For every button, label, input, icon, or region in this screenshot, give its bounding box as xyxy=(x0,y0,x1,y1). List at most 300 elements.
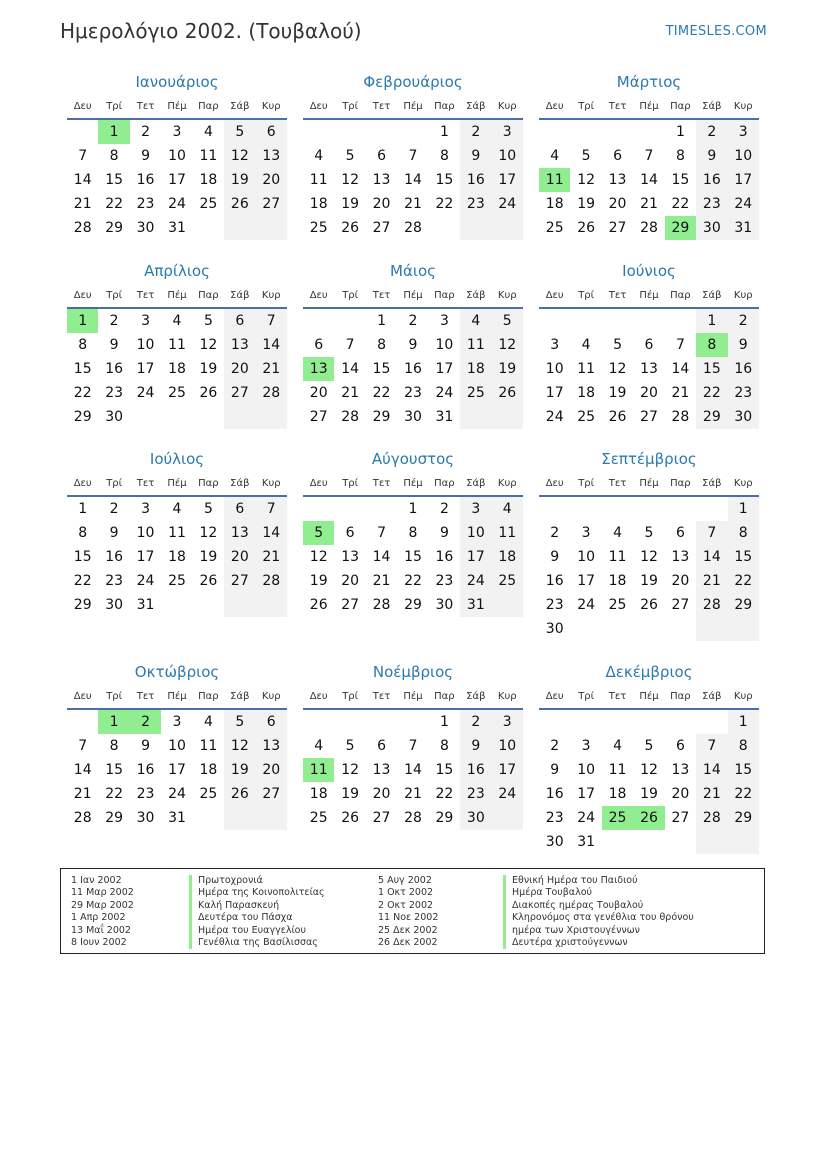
day-cell[interactable]: 23 xyxy=(696,192,727,216)
day-cell[interactable]: 11 xyxy=(539,168,570,192)
day-cell[interactable]: 16 xyxy=(105,361,124,377)
day-cell[interactable]: 26 xyxy=(608,409,627,425)
day-cell[interactable]: 8 xyxy=(377,337,387,353)
day-cell[interactable]: 1 xyxy=(696,309,727,333)
day-cell[interactable]: 15 xyxy=(105,172,124,188)
day-cell[interactable]: 12 xyxy=(199,525,218,541)
day-cell[interactable]: 24 xyxy=(460,569,491,593)
day-cell[interactable]: 13 xyxy=(224,521,255,545)
day-cell[interactable]: 15 xyxy=(404,549,422,565)
day-cell[interactable]: 12 xyxy=(341,762,360,778)
day-cell[interactable]: 8 xyxy=(675,148,685,164)
day-cell[interactable]: 18 xyxy=(608,573,627,589)
day-cell[interactable]: 25 xyxy=(602,806,633,830)
day-cell[interactable]: 31 xyxy=(728,216,759,240)
day-cell[interactable]: 5 xyxy=(492,309,523,333)
day-cell[interactable]: 7 xyxy=(377,525,387,541)
day-cell[interactable]: 22 xyxy=(73,385,92,401)
day-cell[interactable]: 26 xyxy=(224,782,255,806)
day-cell[interactable]: 23 xyxy=(105,385,124,401)
day-cell[interactable]: 4 xyxy=(172,501,182,517)
day-cell[interactable]: 20 xyxy=(372,786,391,802)
day-cell[interactable]: 10 xyxy=(577,762,596,778)
day-cell[interactable]: 10 xyxy=(577,549,596,565)
day-cell[interactable]: 12 xyxy=(577,172,596,188)
day-cell[interactable]: 1 xyxy=(67,309,98,333)
day-cell[interactable]: 6 xyxy=(377,148,387,164)
day-cell[interactable]: 7 xyxy=(78,738,88,754)
day-cell[interactable]: 6 xyxy=(224,309,255,333)
day-cell[interactable]: 28 xyxy=(372,597,391,613)
day-cell[interactable]: 2 xyxy=(141,124,151,140)
day-cell[interactable]: 8 xyxy=(439,738,449,754)
day-cell[interactable]: 26 xyxy=(492,381,523,405)
day-cell[interactable]: 15 xyxy=(73,549,92,565)
day-cell[interactable]: 6 xyxy=(256,710,287,734)
day-cell[interactable]: 5 xyxy=(203,501,213,517)
day-cell[interactable]: 20 xyxy=(224,545,255,569)
day-cell[interactable]: 25 xyxy=(460,381,491,405)
day-cell[interactable]: 6 xyxy=(675,738,685,754)
day-cell[interactable]: 27 xyxy=(309,409,328,425)
day-cell[interactable]: 31 xyxy=(168,220,186,236)
day-cell[interactable]: 14 xyxy=(73,172,92,188)
day-cell[interactable]: 20 xyxy=(224,357,255,381)
day-cell[interactable]: 26 xyxy=(633,806,664,830)
day-cell[interactable]: 21 xyxy=(341,385,360,401)
day-cell[interactable]: 13 xyxy=(608,172,627,188)
day-cell[interactable]: 15 xyxy=(728,758,759,782)
day-cell[interactable]: 17 xyxy=(168,762,186,778)
day-cell[interactable]: 28 xyxy=(341,409,360,425)
day-cell[interactable]: 11 xyxy=(168,337,186,353)
day-cell[interactable]: 14 xyxy=(696,545,727,569)
day-cell[interactable]: 6 xyxy=(377,738,387,754)
day-cell[interactable]: 25 xyxy=(168,385,186,401)
day-cell[interactable]: 9 xyxy=(728,333,759,357)
day-cell[interactable]: 25 xyxy=(168,573,186,589)
day-cell[interactable]: 27 xyxy=(224,569,255,593)
day-cell[interactable]: 18 xyxy=(492,545,523,569)
day-cell[interactable]: 20 xyxy=(671,573,690,589)
day-cell[interactable]: 31 xyxy=(136,597,155,613)
day-cell[interactable]: 30 xyxy=(545,621,564,637)
day-cell[interactable]: 27 xyxy=(640,409,658,425)
day-cell[interactable]: 9 xyxy=(460,144,491,168)
day-cell[interactable]: 14 xyxy=(256,333,287,357)
day-cell[interactable]: 2 xyxy=(696,120,727,144)
day-cell[interactable]: 25 xyxy=(199,786,218,802)
day-cell[interactable]: 13 xyxy=(671,549,690,565)
day-cell[interactable]: 7 xyxy=(644,148,654,164)
day-cell[interactable]: 12 xyxy=(492,333,523,357)
day-cell[interactable]: 13 xyxy=(256,144,287,168)
day-cell[interactable]: 18 xyxy=(545,196,564,212)
day-cell[interactable]: 23 xyxy=(545,597,564,613)
day-cell[interactable]: 2 xyxy=(550,525,560,541)
day-cell[interactable]: 20 xyxy=(671,786,690,802)
day-cell[interactable]: 22 xyxy=(404,573,422,589)
day-cell[interactable]: 23 xyxy=(545,810,564,826)
day-cell[interactable]: 15 xyxy=(372,361,391,377)
day-cell[interactable]: 3 xyxy=(581,738,591,754)
day-cell[interactable]: 10 xyxy=(545,361,564,377)
day-cell[interactable]: 4 xyxy=(203,124,213,140)
day-cell[interactable]: 26 xyxy=(199,573,218,589)
day-cell[interactable]: 15 xyxy=(105,762,124,778)
day-cell[interactable]: 15 xyxy=(435,762,454,778)
day-cell[interactable]: 4 xyxy=(172,313,182,329)
day-cell[interactable]: 19 xyxy=(577,196,596,212)
day-cell[interactable]: 2 xyxy=(460,120,491,144)
day-cell[interactable]: 6 xyxy=(224,497,255,521)
day-cell[interactable]: 4 xyxy=(460,309,491,333)
day-cell[interactable]: 14 xyxy=(256,521,287,545)
day-cell[interactable]: 1 xyxy=(439,714,449,730)
day-cell[interactable]: 20 xyxy=(341,573,360,589)
day-cell[interactable]: 27 xyxy=(341,597,360,613)
day-cell[interactable]: 27 xyxy=(608,220,627,236)
day-cell[interactable]: 15 xyxy=(728,545,759,569)
day-cell[interactable]: 18 xyxy=(577,385,596,401)
day-cell[interactable]: 8 xyxy=(696,333,727,357)
day-cell[interactable]: 22 xyxy=(435,786,454,802)
day-cell[interactable]: 13 xyxy=(256,734,287,758)
day-cell[interactable]: 12 xyxy=(224,144,255,168)
day-cell[interactable]: 31 xyxy=(168,810,186,826)
day-cell[interactable]: 12 xyxy=(199,337,218,353)
day-cell[interactable]: 13 xyxy=(640,361,658,377)
day-cell[interactable]: 6 xyxy=(314,337,324,353)
day-cell[interactable]: 27 xyxy=(224,381,255,405)
day-cell[interactable]: 22 xyxy=(105,196,124,212)
day-cell[interactable]: 26 xyxy=(199,385,218,401)
day-cell[interactable]: 24 xyxy=(136,385,155,401)
day-cell[interactable]: 29 xyxy=(696,405,727,429)
day-cell[interactable]: 21 xyxy=(696,569,727,593)
day-cell[interactable]: 12 xyxy=(640,762,658,778)
day-cell[interactable]: 11 xyxy=(608,549,627,565)
day-cell[interactable]: 9 xyxy=(439,525,449,541)
day-cell[interactable]: 13 xyxy=(341,549,360,565)
day-cell[interactable]: 20 xyxy=(372,196,391,212)
day-cell[interactable]: 23 xyxy=(136,786,155,802)
day-cell[interactable]: 23 xyxy=(460,192,491,216)
day-cell[interactable]: 17 xyxy=(492,758,523,782)
day-cell[interactable]: 29 xyxy=(435,810,454,826)
day-cell[interactable]: 12 xyxy=(608,361,627,377)
day-cell[interactable]: 7 xyxy=(408,148,418,164)
day-cell[interactable]: 31 xyxy=(435,409,454,425)
day-cell[interactable]: 18 xyxy=(168,549,186,565)
day-cell[interactable]: 23 xyxy=(460,782,491,806)
day-cell[interactable]: 8 xyxy=(78,337,88,353)
day-cell[interactable]: 2 xyxy=(130,710,161,734)
day-cell[interactable]: 31 xyxy=(577,834,596,850)
day-cell[interactable]: 16 xyxy=(696,168,727,192)
day-cell[interactable]: 1 xyxy=(377,313,387,329)
day-cell[interactable]: 19 xyxy=(224,758,255,782)
day-cell[interactable]: 18 xyxy=(309,786,328,802)
day-cell[interactable]: 23 xyxy=(435,573,454,589)
day-cell[interactable]: 21 xyxy=(73,786,92,802)
day-cell[interactable]: 8 xyxy=(109,148,119,164)
day-cell[interactable]: 24 xyxy=(577,810,596,826)
day-cell[interactable]: 28 xyxy=(640,220,658,236)
day-cell[interactable]: 28 xyxy=(696,593,727,617)
day-cell[interactable]: 18 xyxy=(460,357,491,381)
day-cell[interactable]: 3 xyxy=(439,313,449,329)
day-cell[interactable]: 13 xyxy=(303,357,334,381)
day-cell[interactable]: 23 xyxy=(105,573,124,589)
day-cell[interactable]: 3 xyxy=(492,120,523,144)
day-cell[interactable]: 7 xyxy=(256,309,287,333)
day-cell[interactable]: 26 xyxy=(640,597,658,613)
day-cell[interactable]: 3 xyxy=(460,497,491,521)
day-cell[interactable]: 9 xyxy=(109,525,119,541)
day-cell[interactable]: 24 xyxy=(728,192,759,216)
day-cell[interactable]: 27 xyxy=(671,597,690,613)
day-cell[interactable]: 2 xyxy=(109,313,119,329)
day-cell[interactable]: 25 xyxy=(309,220,328,236)
day-cell[interactable]: 25 xyxy=(545,220,564,236)
day-cell[interactable]: 28 xyxy=(671,409,690,425)
day-cell[interactable]: 28 xyxy=(256,569,287,593)
day-cell[interactable]: 6 xyxy=(345,525,355,541)
day-cell[interactable]: 16 xyxy=(728,357,759,381)
day-cell[interactable]: 4 xyxy=(613,525,623,541)
day-cell[interactable]: 5 xyxy=(345,738,355,754)
day-cell[interactable]: 10 xyxy=(728,144,759,168)
day-cell[interactable]: 30 xyxy=(404,409,422,425)
day-cell[interactable]: 17 xyxy=(460,545,491,569)
day-cell[interactable]: 16 xyxy=(460,758,491,782)
day-cell[interactable]: 28 xyxy=(404,810,422,826)
day-cell[interactable]: 21 xyxy=(256,545,287,569)
day-cell[interactable]: 29 xyxy=(372,409,391,425)
day-cell[interactable]: 13 xyxy=(372,172,391,188)
day-cell[interactable]: 8 xyxy=(109,738,119,754)
day-cell[interactable]: 7 xyxy=(345,337,355,353)
day-cell[interactable]: 19 xyxy=(199,549,218,565)
brand-link[interactable]: TIMESLES.COM xyxy=(665,24,767,39)
day-cell[interactable]: 14 xyxy=(404,762,422,778)
day-cell[interactable]: 3 xyxy=(728,120,759,144)
day-cell[interactable]: 7 xyxy=(696,521,727,545)
day-cell[interactable]: 28 xyxy=(73,220,92,236)
day-cell[interactable]: 5 xyxy=(613,337,623,353)
day-cell[interactable]: 13 xyxy=(671,762,690,778)
day-cell[interactable]: 16 xyxy=(460,168,491,192)
day-cell[interactable]: 27 xyxy=(256,782,287,806)
day-cell[interactable]: 30 xyxy=(545,834,564,850)
day-cell[interactable]: 3 xyxy=(172,714,182,730)
day-cell[interactable]: 4 xyxy=(613,738,623,754)
day-cell[interactable]: 9 xyxy=(109,337,119,353)
day-cell[interactable]: 22 xyxy=(372,385,391,401)
day-cell[interactable]: 1 xyxy=(78,501,88,517)
day-cell[interactable]: 7 xyxy=(696,734,727,758)
day-cell[interactable]: 20 xyxy=(256,758,287,782)
day-cell[interactable]: 14 xyxy=(640,172,658,188)
day-cell[interactable]: 14 xyxy=(404,172,422,188)
day-cell[interactable]: 3 xyxy=(550,337,560,353)
day-cell[interactable]: 7 xyxy=(78,148,88,164)
day-cell[interactable]: 15 xyxy=(696,357,727,381)
day-cell[interactable]: 2 xyxy=(408,313,418,329)
day-cell[interactable]: 11 xyxy=(199,738,218,754)
day-cell[interactable]: 21 xyxy=(73,196,92,212)
day-cell[interactable]: 18 xyxy=(168,361,186,377)
day-cell[interactable]: 5 xyxy=(644,525,654,541)
day-cell[interactable]: 17 xyxy=(577,786,596,802)
day-cell[interactable]: 26 xyxy=(309,597,328,613)
day-cell[interactable]: 19 xyxy=(224,168,255,192)
day-cell[interactable]: 16 xyxy=(545,573,564,589)
day-cell[interactable]: 16 xyxy=(545,786,564,802)
day-cell[interactable]: 5 xyxy=(203,313,213,329)
day-cell[interactable]: 26 xyxy=(577,220,596,236)
day-cell[interactable]: 17 xyxy=(435,361,454,377)
day-cell[interactable]: 21 xyxy=(671,385,690,401)
day-cell[interactable]: 6 xyxy=(613,148,623,164)
day-cell[interactable]: 15 xyxy=(73,361,92,377)
day-cell[interactable]: 26 xyxy=(341,810,360,826)
day-cell[interactable]: 4 xyxy=(550,148,560,164)
day-cell[interactable]: 31 xyxy=(460,593,491,617)
day-cell[interactable]: 11 xyxy=(309,172,328,188)
day-cell[interactable]: 5 xyxy=(581,148,591,164)
day-cell[interactable]: 17 xyxy=(728,168,759,192)
day-cell[interactable]: 28 xyxy=(696,806,727,830)
day-cell[interactable]: 22 xyxy=(671,196,690,212)
day-cell[interactable]: 1 xyxy=(98,710,129,734)
day-cell[interactable]: 25 xyxy=(577,409,596,425)
day-cell[interactable]: 4 xyxy=(314,148,324,164)
day-cell[interactable]: 12 xyxy=(224,734,255,758)
day-cell[interactable]: 19 xyxy=(341,786,360,802)
day-cell[interactable]: 25 xyxy=(309,810,328,826)
day-cell[interactable]: 16 xyxy=(136,762,155,778)
day-cell[interactable]: 24 xyxy=(168,196,186,212)
day-cell[interactable]: 29 xyxy=(73,409,92,425)
day-cell[interactable]: 24 xyxy=(492,192,523,216)
day-cell[interactable]: 17 xyxy=(577,573,596,589)
day-cell[interactable]: 21 xyxy=(404,196,422,212)
day-cell[interactable]: 24 xyxy=(577,597,596,613)
day-cell[interactable]: 28 xyxy=(256,381,287,405)
day-cell[interactable]: 17 xyxy=(168,172,186,188)
day-cell[interactable]: 23 xyxy=(136,196,155,212)
day-cell[interactable]: 24 xyxy=(492,782,523,806)
day-cell[interactable]: 27 xyxy=(372,220,391,236)
day-cell[interactable]: 20 xyxy=(256,168,287,192)
day-cell[interactable]: 14 xyxy=(372,549,391,565)
day-cell[interactable]: 21 xyxy=(256,357,287,381)
day-cell[interactable]: 2 xyxy=(460,710,491,734)
day-cell[interactable]: 16 xyxy=(404,361,422,377)
day-cell[interactable]: 25 xyxy=(199,196,218,212)
day-cell[interactable]: 10 xyxy=(492,144,523,168)
day-cell[interactable]: 25 xyxy=(608,597,627,613)
day-cell[interactable]: 21 xyxy=(404,786,422,802)
day-cell[interactable]: 14 xyxy=(341,361,360,377)
day-cell[interactable]: 22 xyxy=(728,569,759,593)
day-cell[interactable]: 30 xyxy=(105,597,124,613)
day-cell[interactable]: 29 xyxy=(105,810,124,826)
day-cell[interactable]: 4 xyxy=(581,337,591,353)
day-cell[interactable]: 5 xyxy=(224,710,255,734)
day-cell[interactable]: 15 xyxy=(671,172,690,188)
day-cell[interactable]: 19 xyxy=(341,196,360,212)
day-cell[interactable]: 8 xyxy=(728,521,759,545)
day-cell[interactable]: 1 xyxy=(728,710,759,734)
day-cell[interactable]: 8 xyxy=(439,148,449,164)
day-cell[interactable]: 9 xyxy=(141,738,151,754)
day-cell[interactable]: 12 xyxy=(309,549,328,565)
day-cell[interactable]: 3 xyxy=(141,313,151,329)
day-cell[interactable]: 11 xyxy=(492,521,523,545)
day-cell[interactable]: 1 xyxy=(675,124,685,140)
day-cell[interactable]: 3 xyxy=(581,525,591,541)
day-cell[interactable]: 30 xyxy=(136,810,155,826)
day-cell[interactable]: 23 xyxy=(728,381,759,405)
day-cell[interactable]: 17 xyxy=(545,385,564,401)
day-cell[interactable]: 19 xyxy=(640,573,658,589)
day-cell[interactable]: 17 xyxy=(136,549,155,565)
day-cell[interactable]: 13 xyxy=(372,762,391,778)
day-cell[interactable]: 8 xyxy=(78,525,88,541)
day-cell[interactable]: 30 xyxy=(136,220,155,236)
day-cell[interactable]: 8 xyxy=(408,525,418,541)
day-cell[interactable]: 3 xyxy=(141,501,151,517)
day-cell[interactable]: 27 xyxy=(256,192,287,216)
day-cell[interactable]: 9 xyxy=(696,144,727,168)
day-cell[interactable]: 22 xyxy=(435,196,454,212)
day-cell[interactable]: 11 xyxy=(460,333,491,357)
day-cell[interactable]: 14 xyxy=(73,762,92,778)
day-cell[interactable]: 14 xyxy=(696,758,727,782)
day-cell[interactable]: 22 xyxy=(696,381,727,405)
day-cell[interactable]: 29 xyxy=(728,806,759,830)
day-cell[interactable]: 22 xyxy=(105,786,124,802)
day-cell[interactable]: 19 xyxy=(309,573,328,589)
day-cell[interactable]: 10 xyxy=(460,521,491,545)
day-cell[interactable]: 1 xyxy=(728,497,759,521)
day-cell[interactable]: 30 xyxy=(435,597,454,613)
day-cell[interactable]: 11 xyxy=(199,148,218,164)
day-cell[interactable]: 10 xyxy=(136,525,155,541)
day-cell[interactable]: 27 xyxy=(372,810,391,826)
day-cell[interactable]: 29 xyxy=(73,597,92,613)
day-cell[interactable]: 30 xyxy=(696,216,727,240)
day-cell[interactable]: 29 xyxy=(404,597,422,613)
day-cell[interactable]: 19 xyxy=(640,786,658,802)
day-cell[interactable]: 1 xyxy=(98,120,129,144)
day-cell[interactable]: 11 xyxy=(577,361,596,377)
day-cell[interactable]: 30 xyxy=(728,405,759,429)
day-cell[interactable]: 22 xyxy=(728,782,759,806)
day-cell[interactable]: 7 xyxy=(675,337,685,353)
day-cell[interactable]: 9 xyxy=(550,549,560,565)
day-cell[interactable]: 1 xyxy=(408,501,418,517)
day-cell[interactable]: 21 xyxy=(372,573,391,589)
day-cell[interactable]: 9 xyxy=(141,148,151,164)
day-cell[interactable]: 6 xyxy=(256,120,287,144)
day-cell[interactable]: 19 xyxy=(608,385,627,401)
day-cell[interactable]: 5 xyxy=(644,738,654,754)
day-cell[interactable]: 11 xyxy=(168,525,186,541)
